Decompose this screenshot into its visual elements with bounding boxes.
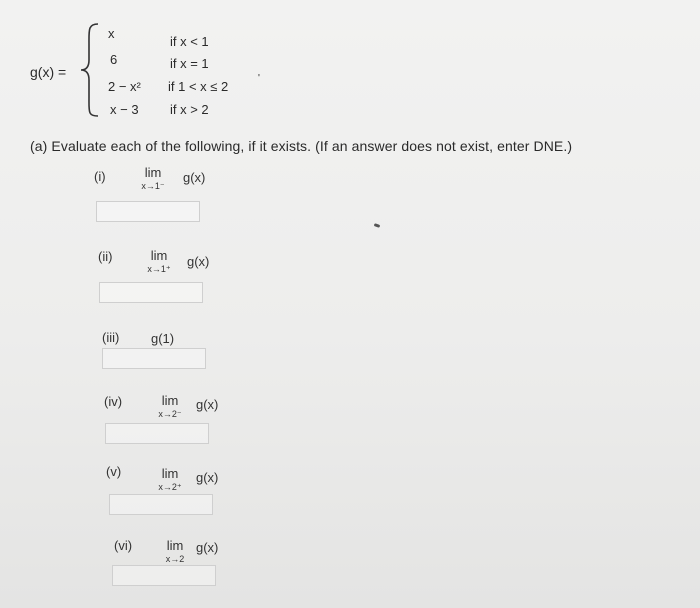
case-1-condition: if x < 1 bbox=[170, 34, 209, 49]
answer-input-2[interactable] bbox=[99, 282, 203, 303]
question-5-label: (v) bbox=[106, 464, 122, 479]
question-3-function: g(1) bbox=[151, 331, 175, 346]
lim-word: lim bbox=[161, 393, 179, 408]
lim-subscript: x→2⁻ bbox=[158, 409, 182, 419]
lim-subscript: x→1⁻ bbox=[141, 181, 165, 191]
question-4-limit bbox=[155, 394, 185, 419]
piecewise-brace bbox=[76, 20, 106, 120]
question-6-limit bbox=[160, 539, 190, 564]
question-4-label: (iv) bbox=[104, 394, 123, 409]
case-4-condition: if x > 2 bbox=[170, 102, 209, 117]
answer-input-1[interactable] bbox=[96, 201, 200, 222]
case-2-condition: if x = 1 bbox=[170, 56, 209, 71]
question-6-label: (vi) bbox=[114, 538, 133, 553]
case-2-expr: 6 bbox=[110, 52, 118, 67]
answer-input-4[interactable] bbox=[105, 423, 209, 444]
question-3-label: (iii) bbox=[102, 330, 120, 345]
lim-word: lim bbox=[161, 466, 179, 481]
case-3-expr: 2 − x² bbox=[108, 79, 141, 94]
question-1-label: (i) bbox=[94, 169, 106, 184]
case-4-expr: x − 3 bbox=[110, 102, 139, 117]
case-3-condition: if 1 < x ≤ 2 bbox=[168, 79, 229, 94]
lim-word: lim bbox=[166, 538, 184, 553]
question-2-label: (ii) bbox=[98, 249, 113, 264]
lim-word: lim bbox=[150, 248, 168, 263]
answer-input-5[interactable] bbox=[109, 494, 213, 515]
screen-speck bbox=[374, 223, 381, 228]
lim-subscript: x→1⁺ bbox=[147, 264, 171, 274]
question-4-function: g(x) bbox=[196, 397, 219, 412]
lim-subscript: x→2 bbox=[165, 554, 185, 564]
lim-subscript: x→2⁺ bbox=[158, 482, 182, 492]
question-1-function: g(x) bbox=[183, 170, 206, 185]
lim-word: lim bbox=[144, 165, 162, 180]
question-5-function: g(x) bbox=[196, 470, 219, 485]
question-5-limit bbox=[155, 467, 185, 492]
case-1-expr: x bbox=[108, 26, 115, 41]
question-2-limit bbox=[144, 249, 174, 274]
question-2-function: g(x) bbox=[187, 254, 210, 269]
question-1-limit bbox=[138, 166, 168, 191]
instruction-text: (a) Evaluate each of the following, if it exists. (If an answer does not exist, enter DNE.) bbox=[30, 138, 573, 154]
question-6-function: g(x) bbox=[196, 540, 219, 555]
answer-input-6[interactable] bbox=[112, 565, 216, 586]
answer-input-3[interactable] bbox=[102, 348, 206, 369]
trailing-mark: ' bbox=[258, 73, 260, 84]
function-label: g(x) = bbox=[30, 64, 67, 80]
